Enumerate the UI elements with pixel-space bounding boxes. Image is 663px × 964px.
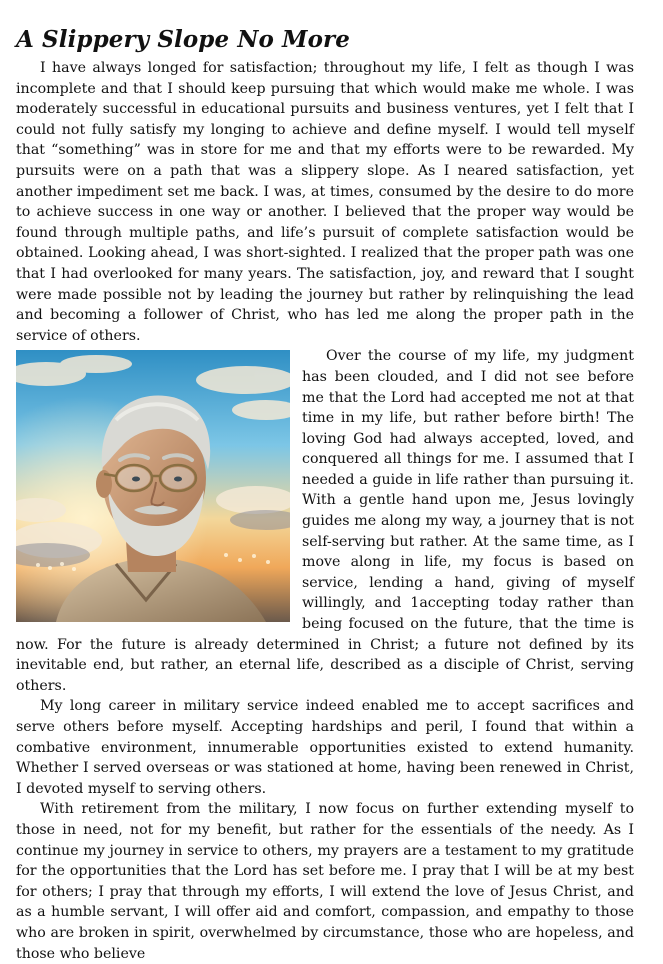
paragraph-3: My long career in military service indeed enabled me to accept sacrifices and serve others before myself. Accepting hardships and peril, I found that within a combative environment, innumerable opportunities existed to extend humanity. Whether I served overseas or was stationed at home, having been renewed in Christ, I devoted myself to serving others. [16, 698, 634, 797]
article-title: A Slippery Slope No More [16, 26, 350, 53]
paragraph-4: With retirement from the military, I now focus on further extending myself to those in need, not for my benefit, but rather for the essentials of the needy. As I continue my journey in service to others, my prayers are a testament to my gratitude for the opportunities that the Lord has set before me. I pray that I will be at my best for others; I pray that through my efforts, I will extend the love of Jesus Christ, and as a humble servant, I will offer aid and comfort, compassion, and empathy to those who are broken in spirit, overwhelmed by circumstance, those who are hopeless, and those who believe [16, 801, 634, 962]
document-page [16, 24, 634, 964]
paragraph-1: I have always longed for satisfaction; throughout my life, I felt as though I was incomplete and that I should keep pursuing that which would make me whole. I was moderately successful in educational pursuits and business ventures, yet I felt that I could not fully satisfy my longing to achieve and define myself. I would tell myself that “something” was in store for me and that my efforts were to be rewarded. My pursuits were on a path that was a slippery slope. As I neared satisfaction, yet another impediment set me back. I was, at times, consumed by the desire to do more to achieve success in one way or another. I believed that the proper way would be found through multiple paths, and life’s pursuit of complete satisfaction would be obtained. Looking ahead, I was short-sighted. I realized that the proper path was one that I had overlooked for many years. The satisfaction, joy, and reward that I sought were made possible not by leading the journey but rather by relinquishing the lead and becoming a follower of Christ, who has led me along the proper path in the service of others. [16, 60, 634, 344]
portrait-illustration [16, 350, 290, 622]
paragraph-2: Over the course of my life, my judgment has been clouded, and I did not see before me that the Lord had accepted me not at that time in my life, but rather before birth! The loving God had always accepted, loved, and conquered all things for me. I assumed that I needed a guide in life rather than pursuing it. With a gentle hand upon me, Jesus lovingly guides me along my way, a journey that is not self-serving but rather. At the same time, as I move along in life, my focus is based on service, lending a hand, giving of myself willingly, and 1accepting today rather than being focused on the future, that the time is now. For the future is already determined in Christ; a future not defined by its inevitable end, but rather, an eternal life, described as a disciple of Christ, serving others. [16, 348, 634, 694]
